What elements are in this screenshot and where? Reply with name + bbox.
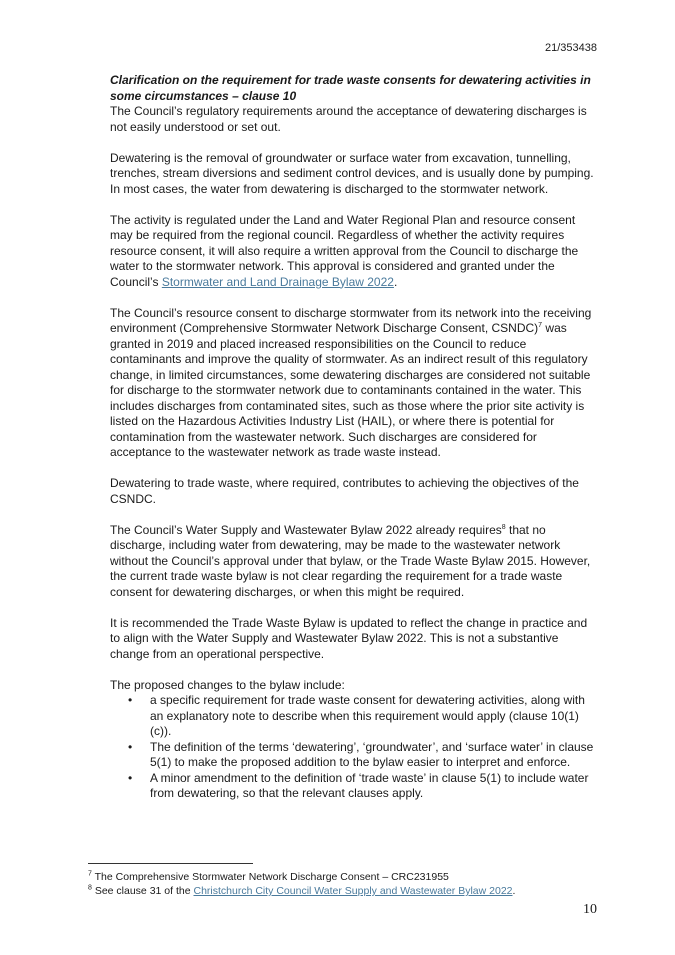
main-content xyxy=(110,73,600,802)
paragraph-existing-bylaw xyxy=(110,523,600,601)
paragraph-end: . xyxy=(393,274,398,289)
list-item xyxy=(128,693,600,740)
footnotes xyxy=(88,870,608,898)
paragraph-text: that no discharge, including water from dewatering, may be made to the wastewater network without the Council’s approval under that bylaw, or the Trade Waste Bylaw 2015. However, the current trade waste bylaw is not clear regarding the requirement for a trade waste consent for dewatering discharges, or when this might be required. xyxy=(110,522,591,599)
paragraph-text: The activity is regulated under the Land and Water Regional Plan and resource consent may be required from the regional council. Regardless of whether the activity requires resource consent, it will also require a written approval from the Council to discharge the water to the stormwater network. This approval is considered and granted under the Council’s xyxy=(110,212,579,289)
footnote-7 xyxy=(88,870,608,884)
footnote-number: 8 xyxy=(88,884,92,892)
list-item-text: a specific requirement for trade waste consent for dewatering activities, along with an explanatory note to describe when this requirement would apply (clause 10(1)(c)). xyxy=(150,693,585,738)
water-supply-bylaw-link[interactable]: Christchurch City Council Water Supply and Wastewater Bylaw 2022 xyxy=(193,885,513,897)
paragraph-dewatering-definition: Dewatering is the removal of groundwater or surface water from excavation, tunnelling, trenches, stream diversions and sediment control devices, and is usually done by pumping. In most cases, the water from dewatering is discharged to the stormwater network. xyxy=(110,150,594,196)
section-heading: Clarification on the requirement for trade waste consents for dewatering activities in some circumstances – clause 10 xyxy=(110,73,591,103)
bullet-icon: • xyxy=(128,693,133,707)
footnote-end: . xyxy=(512,885,516,897)
paragraph-regulation xyxy=(110,213,600,291)
paragraph-objectives: Dewatering to trade waste, where required, contributes to achieving the objectives of the CSNDC. xyxy=(110,476,579,506)
list-item-text: The definition of the terms ‘dewatering’, ‘groundwater’, and ‘surface water’ in clause 5(1) to make the proposed addition to the bylaw easier to interpret and enforce. xyxy=(150,739,594,769)
footnote-text: See clause 31 of the xyxy=(91,885,194,897)
footnote-ref-8[interactable]: 8 xyxy=(501,523,506,531)
list-item xyxy=(128,770,600,802)
document-reference: 21/353438 xyxy=(545,42,597,54)
paragraph-proposed-changes: The proposed changes to the bylaw include: xyxy=(110,677,345,692)
footnote-number: 7 xyxy=(88,870,92,878)
stormwater-bylaw-link[interactable]: Stormwater and Land Drainage Bylaw 2022 xyxy=(161,274,394,289)
page-number: 10 xyxy=(583,902,597,917)
paragraph-intro: The Council’s regulatory requirements around the acceptance of dewatering discharges is not easily understood or set out. xyxy=(110,104,587,134)
paragraph-text: The Council’s resource consent to discharge stormwater from its network into the receiving environment (Comprehensive Stormwater Network Discharge Consent, CSNDC) xyxy=(110,305,592,335)
list-item xyxy=(128,739,600,771)
paragraph-recommendation: It is recommended the Trade Waste Bylaw is updated to reflect the change in practice and to align with the Water Supply and Wastewater Bylaw 2022. This is not a substantive change from an operational perspective. xyxy=(110,615,588,661)
footnote-text: The Comprehensive Stormwater Network Discharge Consent – CRC231955 xyxy=(91,871,449,883)
footnote-ref-7[interactable]: 7 xyxy=(538,322,543,329)
paragraph-text: The Council’s Water Supply and Wastewater Bylaw 2022 already requires xyxy=(110,522,502,537)
proposed-changes-list xyxy=(110,693,600,802)
footnote-8 xyxy=(88,884,608,898)
paragraph-csndc xyxy=(110,306,600,461)
list-item-text: A minor amendment to the definition of ‘trade waste’ in clause 5(1) to include water from dewatering, so that the relevant clauses apply. xyxy=(150,770,589,800)
bullet-icon: • xyxy=(128,739,133,754)
paragraph-text: was granted in 2019 and placed increased responsibilities on the Council to reduce contaminants and improve the quality of stormwater. As an indirect result of this regulatory change, in limited circumstances, some dewatering discharges are considered not suitable for discharge to the stormwater network due to contaminants contained in the water. This includes discharges from contaminated sites, such as those where the prior site activity is listed on the Hazardous Activities Industry List (HAIL), or where there is potential for contamination from the wastewater network. Such discharges are considered for acceptance to the wastewater network as trade waste instead. xyxy=(110,321,591,459)
bullet-icon: • xyxy=(128,770,133,785)
footnote-divider xyxy=(88,863,253,864)
